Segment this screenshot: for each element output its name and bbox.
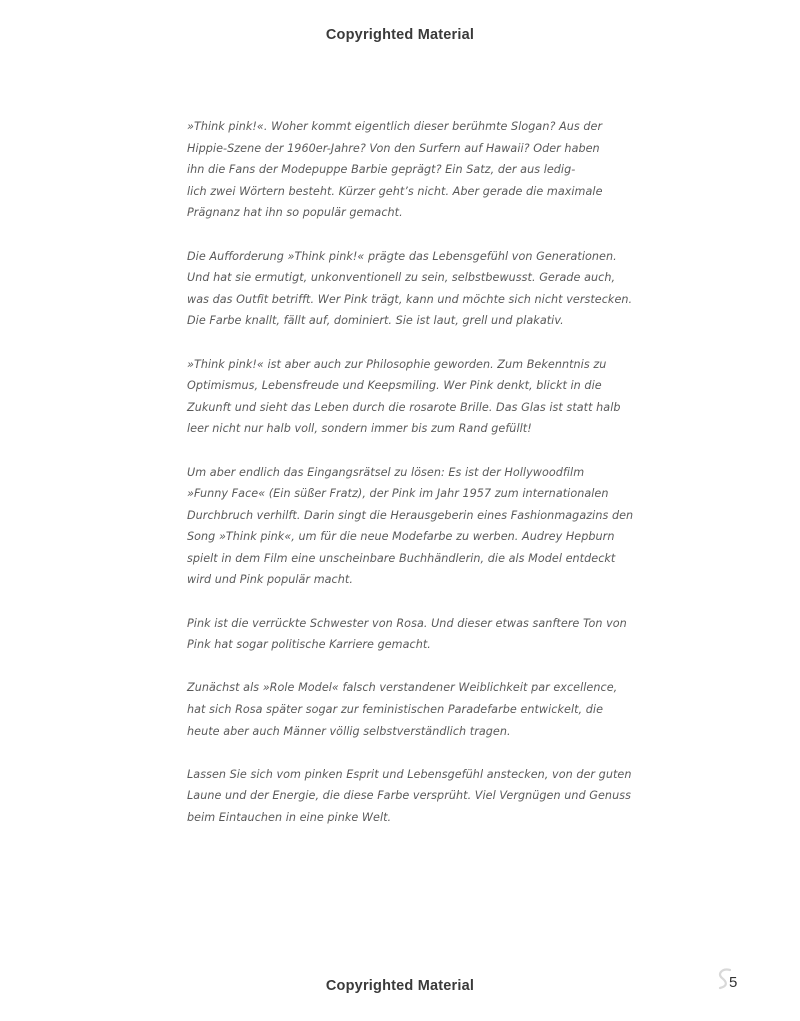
paragraph-7 bbox=[187, 764, 632, 829]
text-line: Die Aufforderung »Think pink!« prägte das Lebensgefühl von Generationen. bbox=[187, 249, 617, 263]
text-line: Die Farbe knallt, fällt auf, dominiert. Sie ist laut, grell und plakativ. bbox=[187, 314, 564, 328]
body-text bbox=[187, 116, 634, 850]
text-line: »Think pink!«. Woher kommt eigentlich dieser berühmte Slogan? Aus der bbox=[187, 120, 603, 133]
text-line: Pink hat sogar politische Karriere gemacht. bbox=[187, 638, 431, 652]
paragraph-1 bbox=[187, 116, 627, 224]
page-number: 5 bbox=[729, 974, 738, 991]
text-line: Song »Think pink«, um für die neue Modefarbe zu werben. Audrey Hepburn bbox=[187, 530, 615, 544]
text-line: Durchbruch verhilft. Darin singt die Herausgeberin eines Fashionmagazins den bbox=[187, 508, 634, 522]
text-line: Hippie-Szene der 1960er-Jahre? Von den Surfern auf Hawaii? Oder haben bbox=[187, 141, 600, 155]
text-line: Und hat sie ermutigt, unkonventionell zu sein, selbstbewusst. Gerade auch, bbox=[187, 271, 616, 285]
text-line: leer nicht nur halb voll, sondern immer bis zum Rand gefüllt! bbox=[187, 422, 532, 436]
text-line: Laune und der Energie, die diese Farbe versprüht. Viel Vergnügen und Genuss bbox=[187, 789, 631, 803]
text-line: lich zwei Wörtern besteht. Kürzer geht’s nicht. Aber gerade die maximale bbox=[187, 184, 603, 198]
text-line: hat sich Rosa später sogar zur feministischen Paradefarbe entwickelt, die bbox=[187, 703, 604, 717]
text-line: Zunächst als »Role Model« falsch verstandener Weiblichkeit par excellence, bbox=[187, 681, 618, 695]
text-line: wird und Pink populär macht. bbox=[187, 573, 353, 587]
paragraph-2 bbox=[187, 246, 633, 332]
paragraph-4 bbox=[187, 462, 634, 592]
copyright-watermark-top: Copyrighted Material bbox=[325, 27, 475, 43]
text-line: Lassen Sie sich vom pinken Esprit und Lebensgefühl anstecken, von der guten bbox=[187, 767, 632, 781]
text-line: heute aber auch Männer völlig selbstverständlich tragen. bbox=[187, 724, 511, 738]
paragraph-5 bbox=[187, 613, 627, 656]
text-line: beim Eintauchen in eine pinke Welt. bbox=[187, 811, 392, 824]
text-line: ihn die Fans der Modepuppe Barbie geprägt? Ein Satz, der aus ledig- bbox=[187, 163, 576, 177]
text-line: Zukunft und sieht das Leben durch die rosarote Brille. Das Glas ist statt halb bbox=[187, 400, 621, 414]
text-line: Prägnanz hat ihn so populär gemacht. bbox=[187, 206, 403, 220]
paragraph-3 bbox=[187, 354, 627, 440]
text-line: »Think pink!« ist aber auch zur Philosophie geworden. Zum Bekenntnis zu bbox=[187, 357, 607, 371]
text-line: Pink ist die verrückte Schwester von Rosa. Und dieser etwas sanftere Ton von bbox=[187, 616, 627, 630]
text-line: was das Outfit betrifft. Wer Pink trägt, kann und möchte sich nicht verstecken. bbox=[187, 292, 633, 306]
text-line: »Funny Face« (Ein süßer Fratz), der Pink im Jahr 1957 zum internationalen bbox=[187, 487, 609, 501]
text-line: Um aber endlich das Eingangsrätsel zu lösen: Es ist der Hollywoodfilm bbox=[187, 465, 585, 479]
copyright-watermark-bottom: Copyrighted Material bbox=[325, 978, 475, 994]
text-line: Optimismus, Lebensfreude und Keepsmiling. Wer Pink denkt, blickt in die bbox=[187, 379, 602, 393]
paragraph-6 bbox=[187, 677, 627, 742]
text-line: spielt in dem Film eine unscheinbare Buchhändlerin, die als Model entdeckt bbox=[187, 551, 616, 565]
